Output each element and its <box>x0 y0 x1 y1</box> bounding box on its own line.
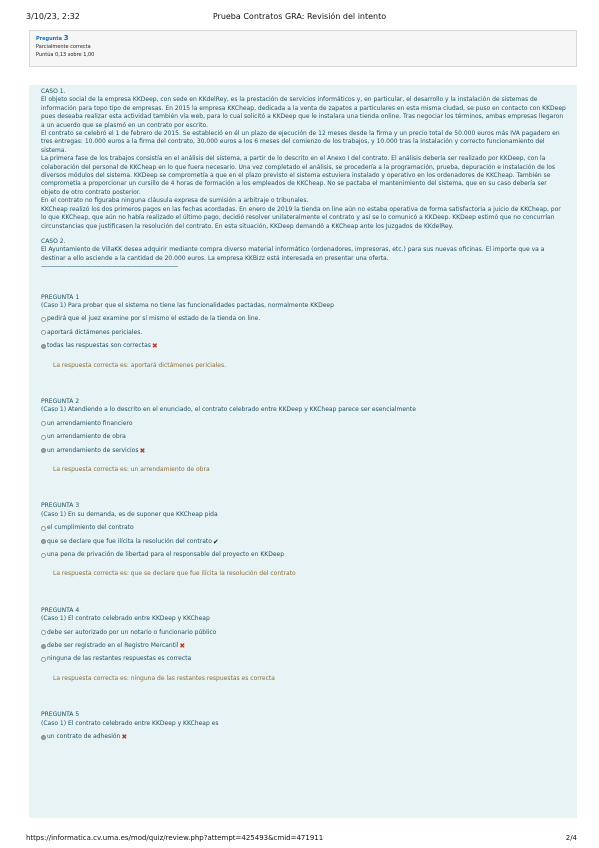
answer-option[interactable] <box>41 433 567 441</box>
answer-option-text: una pena de privación de libertad para el responsable del proyecto en KKDeep <box>47 551 285 559</box>
correct-check-icon: ✔ <box>212 537 219 546</box>
radio-icon[interactable] <box>41 657 46 662</box>
radio-icon[interactable] <box>41 317 46 322</box>
case-1 <box>41 88 567 231</box>
answer-option[interactable] <box>41 733 567 741</box>
answer-option-text: debe ser autorizado por un notario o funcionario público <box>47 628 217 636</box>
incorrect-cross-icon: ✖ <box>179 642 186 651</box>
question-text: (Caso 1) En su demanda, es de suponer que KKCheap pida <box>41 510 218 518</box>
answer-option[interactable] <box>41 642 567 650</box>
print-date: 3/10/23, 2:32 <box>26 12 80 21</box>
question-label: PREGUNTA 5 <box>41 711 80 719</box>
question-label: PREGUNTA 2 <box>41 397 80 405</box>
question-number: Pregunta 3 <box>36 34 69 42</box>
radio-icon[interactable] <box>41 553 46 558</box>
answer-option-text: un arrendamiento de obra <box>47 433 126 441</box>
answer-option[interactable] <box>41 629 567 637</box>
question-text: (Caso 1) El contrato celebrado entre KKDeep y KKCheap <box>41 615 210 623</box>
case-2-title: CASO 2. <box>41 237 66 245</box>
radio-selected-icon[interactable] <box>41 539 46 544</box>
incorrect-cross-icon: ✖ <box>151 342 158 351</box>
case-2-paragraph: El Ayuntamiento de VillaKK desea adquirir mediante compra diverso material informático (ordenadores, impresoras, etc.) para sus nuevas oficinas. El importe que va a destinar a ello asciende a la cantidad de 20.000 euros. La empresa KKBizz está interesada en presentar una oferta. <box>41 246 545 262</box>
incorrect-cross-icon: ✖ <box>121 733 128 742</box>
answer-option[interactable] <box>41 538 567 546</box>
question-content <box>29 85 577 818</box>
answer-option[interactable] <box>41 447 567 455</box>
case-1-paragraph: KKCheap realizó los dos primeros pagos en las fechas acordadas. En enero de 2019 la tienda on line aún no estaba operativa de forma satisfactoria a juicio de KKCheap, por lo que KKCheap, que aún no había realizado el último pago, decidió resolver unilateralmente el contrato y así se lo comunicó a KKDeep. KKDeep estimó que no concurrían circunstancias que justificasen la resolución del contrato. En esta situación, KKDeep demandó a KKCheap ante los Juzgados de KKdelRey. <box>41 205 561 230</box>
answer-option-text: aportará dictámenes periciales. <box>47 328 143 336</box>
page-title: Prueba Contratos GRA: Revisión del intento <box>212 12 387 21</box>
radio-icon[interactable] <box>41 630 46 635</box>
answer-option-text: debe ser registrado en el Registro Mercantil <box>47 642 179 650</box>
answer-option-text: ninguna de las restantes respuestas es correcta <box>47 655 192 663</box>
radio-selected-icon[interactable] <box>41 735 46 740</box>
radio-selected-icon[interactable] <box>41 644 46 649</box>
question-text: (Caso 1) El contrato celebrado entre KKDeep y KKCheap es <box>41 719 219 727</box>
page-url: https://informatica.cv.uma.es/mod/quiz/review.php?attempt=425493&cmid=471911 <box>26 834 324 842</box>
case-1-paragraph: El objeto social de la empresa KKDeep, con sede en KKdelRey, es la prestación de servicios informáticos y, en particular, el desarrollo y la instalación de sistemas de información para topo tipo de empresas. En 2015 la empresa KKCheap, dedicada a la venta de zapatos a particulares en esta misma ciudad, se puso en contacto con KKDeep pues deseaba realizar esta actividad también vía web, para lo cual solicitó a KKDeep que le instalara una tienda online. Tras negociar los términos, ambas empresas llegaron a un acuerdo que se plasmó en un contrato por escrito. <box>41 96 566 129</box>
answer-option[interactable] <box>41 342 567 350</box>
answer-option[interactable] <box>41 551 567 559</box>
question-block <box>41 607 567 683</box>
answer-option[interactable] <box>41 655 567 663</box>
case-1-title: CASO 1. <box>41 88 66 95</box>
correct-answer-feedback: La respuesta correcta es: que se declare que fue ilícita la resolución del contrato <box>53 570 296 578</box>
answer-option[interactable] <box>41 420 567 428</box>
question-text: (Caso 1) Para probar que el sistema no tiene las funcionalidades pactadas, normalmente KKDeep <box>41 301 334 309</box>
answer-option-text: que se declare que fue ilícita la resolución del contrato <box>47 537 212 545</box>
answer-option[interactable] <box>41 524 567 532</box>
answer-option-text: el cumplimiento del contrato <box>47 524 134 532</box>
separator: ---------------------------------------------------------------------------------- <box>41 263 178 271</box>
radio-icon[interactable] <box>41 526 46 531</box>
answer-option-text: pedirá que el juez examine por sí mismo el estado de la tienda on line. <box>47 315 261 323</box>
question-list <box>41 294 567 742</box>
answer-option-text: todas las respuestas son correctas <box>47 342 151 350</box>
radio-selected-icon[interactable] <box>41 344 46 349</box>
question-label: PREGUNTA 4 <box>41 606 80 614</box>
answer-option-text: un arrendamiento de servicios <box>47 446 139 454</box>
question-grade: Puntúa 0,13 sobre 1,00 <box>36 52 95 58</box>
answer-option-text: un arrendamiento financiero <box>47 419 133 427</box>
incorrect-cross-icon: ✖ <box>139 446 146 455</box>
question-block <box>41 711 567 741</box>
radio-icon[interactable] <box>41 330 46 335</box>
question-state: Parcialmente correcta <box>36 44 91 50</box>
radio-icon[interactable] <box>41 435 46 440</box>
question-info-box <box>29 30 577 67</box>
answer-option[interactable] <box>41 329 567 337</box>
page-number: 2/4 <box>565 834 577 842</box>
question-block <box>41 398 567 474</box>
case-2 <box>41 238 567 272</box>
radio-selected-icon[interactable] <box>41 448 46 453</box>
case-1-paragraph: En el contrato no figuraba ninguna cláusula expresa de sumisión a arbitraje o tribunales. <box>41 197 309 205</box>
case-1-paragraph: La primera fase de los trabajos consistía en el análisis del sistema, a partir de lo descrito en el Anexo I del contrato. El análisis debería ser realizado por KKDeep, con la colaboración del personal de KKCheap en lo que fuera necesario. Una vez completado el análisis, se procedería a la programación, prueba, depuración e instalación de los diversos módulos del sistema. KKDeep se comprometía a que en el plazo previsto el sistema estuviera instalado y operativo en los ordenadores de KKCheap. También se comprometía a proporcionar un cursillo de 4 horas de formación a los empleados de KKCheap. No se pactaba el mantenimiento del sistema, que en su caso debería ser objeto de otro contrato posterior. <box>41 155 556 196</box>
radio-icon[interactable] <box>41 421 46 426</box>
correct-answer-feedback: La respuesta correcta es: ninguna de las restantes respuestas es correcta <box>53 674 275 682</box>
answer-option-text: un contrato de adhesión <box>47 733 121 741</box>
question-text: (Caso 1) Atendiendo a lo descrito en el enunciado, el contrato celebrado entre KKDeep y KKCheap parece ser esencialmente <box>41 406 416 414</box>
case-1-paragraph: El contrato se celebró el 1 de febrero de 2015. Se estableció en él un plazo de ejecución de 12 meses desde la firma y un precio total de 50.000 euros más IVA pagadero en tres entregas: 10.000 euros a la firma del contrato, 30.000 euros a los 6 meses del comienzo de los trabajos, y 10.000 tras la instalación y correcto funcionamiento del sistema. <box>41 130 560 154</box>
question-block <box>41 502 567 578</box>
question-label: PREGUNTA 3 <box>41 502 80 510</box>
question-label: PREGUNTA 1 <box>41 293 80 301</box>
question-block <box>41 294 567 370</box>
answer-option[interactable] <box>41 315 567 323</box>
correct-answer-feedback: La respuesta correcta es: aportará dictámenes periciales. <box>53 361 227 369</box>
correct-answer-feedback: La respuesta correcta es: un arrendamiento de obra <box>53 466 210 473</box>
